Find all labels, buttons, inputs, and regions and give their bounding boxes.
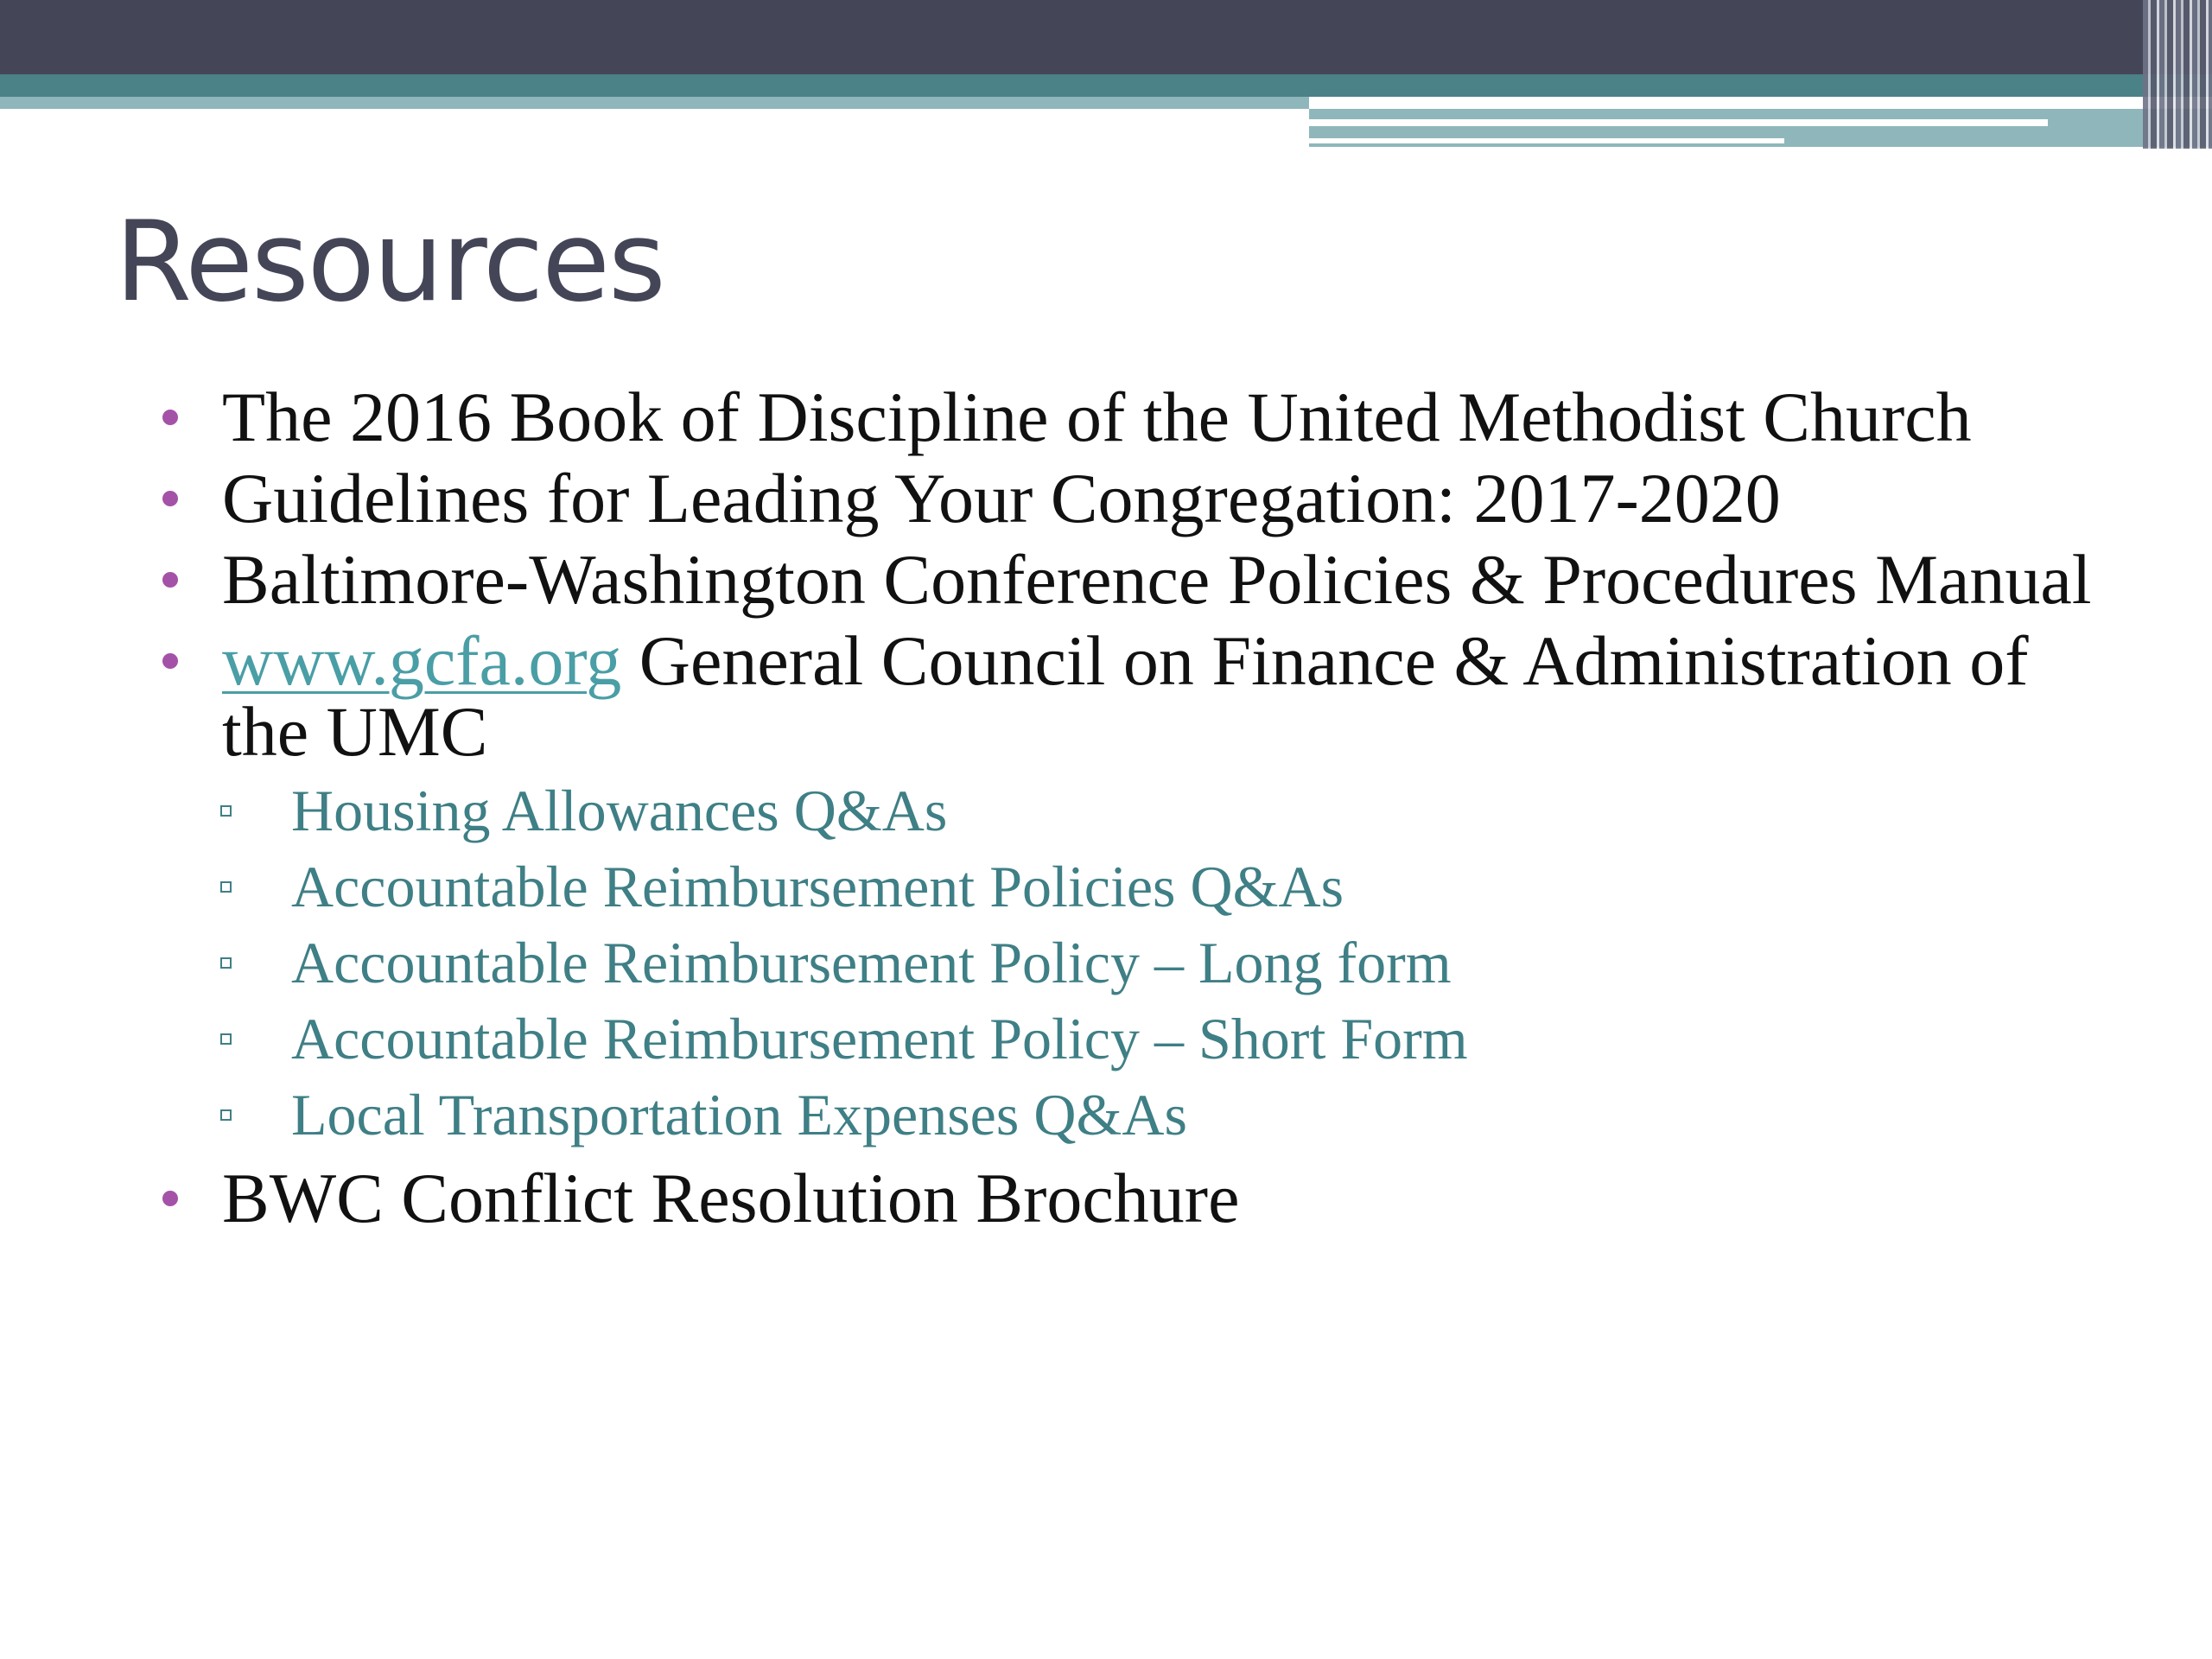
- bullet-item-guidelines: [156, 459, 2126, 537]
- gcfa-link[interactable]: www.gcfa.org: [222, 621, 622, 700]
- bullet-text: BWC Conflict Resolution Brochure: [222, 1159, 1240, 1237]
- square-bullet-icon: [220, 881, 232, 893]
- header-band-light: [0, 97, 1309, 109]
- bullet-item-conflict-brochure: [156, 1159, 2126, 1237]
- bullet-text: General Council on Finance & Administration of the UMC: [222, 621, 2029, 771]
- bullet-dot-icon: [162, 572, 178, 588]
- bullet-dot-icon: [162, 491, 178, 506]
- sub-item-transportation-expenses: [220, 1077, 2126, 1153]
- bullet-text: The 2016 Book of Discipline of the United Methodist Church: [222, 378, 1972, 456]
- header-band-teal: [0, 74, 2212, 97]
- square-bullet-icon: [220, 1033, 232, 1045]
- sub-item-text: Accountable Reimbursement Policies Q&As: [291, 854, 1344, 919]
- sub-item-reimbursement-long-form: [220, 925, 2126, 1001]
- sub-item-text: Housing Allowances Q&As: [291, 778, 948, 843]
- square-bullet-icon: [220, 805, 232, 817]
- square-bullet-icon: [220, 1109, 232, 1121]
- square-bullet-icon: [220, 957, 232, 969]
- sub-item-text: Accountable Reimbursement Policy – Long form: [291, 930, 1452, 995]
- header-stripes: [2143, 0, 2212, 149]
- bullet-item-gcfa: [156, 621, 2126, 1153]
- bullet-dot-icon: [162, 1191, 178, 1206]
- bullet-item-book-of-discipline: [156, 378, 2126, 456]
- header-accent-line: [1309, 119, 2048, 126]
- sub-item-reimbursement-short-form: [220, 1001, 2126, 1077]
- bullet-dot-icon: [162, 653, 178, 669]
- header-band-dark: [0, 0, 2212, 74]
- sub-item-reimbursement-policies: [220, 849, 2126, 925]
- bullet-item-bwc-manual: [156, 540, 2126, 619]
- gcfa-sub-list: [222, 772, 2126, 1153]
- slide-title: Resources: [115, 198, 664, 327]
- sub-item-text: Accountable Reimbursement Policy – Short Form: [291, 1006, 1468, 1071]
- bullet-dot-icon: [162, 410, 178, 425]
- sub-item-housing-allowances: [220, 772, 2126, 849]
- sub-item-text: Local Transportation Expenses Q&As: [291, 1082, 1187, 1147]
- bullet-text: Guidelines for Leading Your Congregation: 2017-2020: [222, 459, 1781, 537]
- header-accent-line: [1309, 138, 1784, 143]
- bullet-list: [156, 378, 2126, 1237]
- slide-content: [156, 378, 2126, 1244]
- bullet-text: Baltimore-Washington Conference Policies & Procedures Manual: [222, 540, 2092, 619]
